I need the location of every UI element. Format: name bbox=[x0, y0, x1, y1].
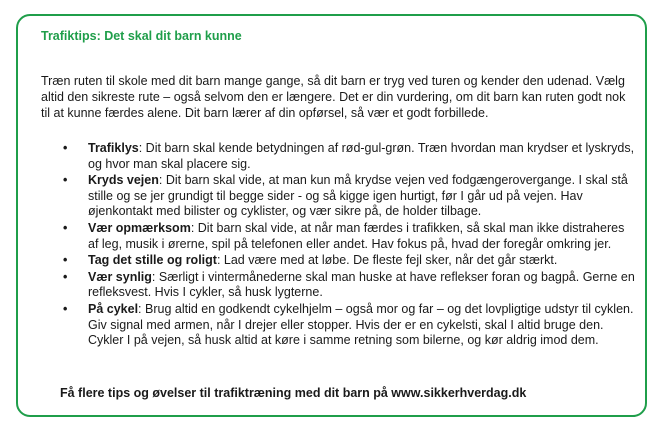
footer-link-text: Få flere tips og øvelser til trafiktræning med dit barn på www.sikkerhverdag.dk bbox=[60, 386, 527, 400]
tip-heading: Vær synlig bbox=[88, 269, 152, 284]
bullet-icon: • bbox=[63, 141, 68, 155]
bullet-icon: • bbox=[63, 269, 68, 284]
traffic-tips-box bbox=[16, 14, 647, 417]
box-title: Trafiktips: Det skal dit barn kunne bbox=[41, 29, 242, 43]
tip-heading: På cykel bbox=[88, 301, 139, 316]
tip-text: : Lad være med at løbe. De fleste fejl sker, når det går stærkt. bbox=[216, 253, 558, 268]
tip-item-tag-det-stille bbox=[60, 253, 635, 269]
tip-heading: Trafiklys bbox=[88, 141, 139, 155]
bullet-icon: • bbox=[63, 173, 68, 188]
tips-list bbox=[60, 141, 635, 350]
tip-text: : Dit barn skal vide, at man kun må krydse vejen ved fodgængerovergange. I skal stå stille og se jer grundigt til begge sider - og så kigge igen hurtigt, før I går ud på vejen. Hav øjenkontakt med bilister og cyklister, og vær sikre på, de holder tilbage. bbox=[88, 173, 628, 219]
tip-text: : Brug altid en godkendt cykelhjelm – også mor og far – og det lovpligtige udstyr til cyklen. Giv signal med armen, når I drejer eller stopper. Hvis der er en cykelsti, skal I altid bruge den. Cykler I på vejen, så husk altid at køre i samme retning som bilerne, og kør aldrig imod dem. bbox=[88, 301, 634, 348]
tip-text: : Særligt i vintermånederne skal man huske at have reflekser foran og bagpå. Gerne en refleksvest. Hvis I cykler, så husk lygterne. bbox=[88, 269, 635, 300]
tip-text: : Dit barn skal vide, at når man færdes i trafikken, så skal man ikke distraheres af leg, musik i ørerne, spil på telefonen eller andet. Hav fokus på, hvad der foregår omkring jer. bbox=[88, 220, 625, 251]
tip-heading: Kryds vejen bbox=[88, 173, 159, 188]
tip-item-kryds-vejen bbox=[60, 173, 635, 220]
tip-heading: Vær opmærksom bbox=[88, 220, 191, 235]
tip-item-trafiklys bbox=[60, 141, 635, 172]
tip-text: : Dit barn skal kende betydningen af rød-gul-grøn. Træn hvordan man krydser et lyskryds, og hvor man skal placere sig. bbox=[88, 141, 635, 171]
bullet-icon: • bbox=[63, 220, 68, 235]
tip-item-vaer-synlig bbox=[60, 270, 635, 301]
tip-item-paa-cykel bbox=[60, 302, 635, 349]
tip-item-vaer-opmaerksom bbox=[60, 221, 635, 252]
intro-paragraph: Træn ruten til skole med dit barn mange gange, så dit barn er tryg ved turen og kender den udenad. Vælg altid den sikreste rute – også selvom den er længere. Det er din vurdering, om dit barn kan ruten godt nok til at kunne færdes alene. Dit barn lærer af din opførsel, så vær et godt forbillede. bbox=[41, 74, 626, 120]
tip-heading: Tag det stille og roligt bbox=[88, 253, 217, 268]
bullet-icon: • bbox=[63, 253, 68, 268]
bullet-icon: • bbox=[63, 301, 68, 316]
